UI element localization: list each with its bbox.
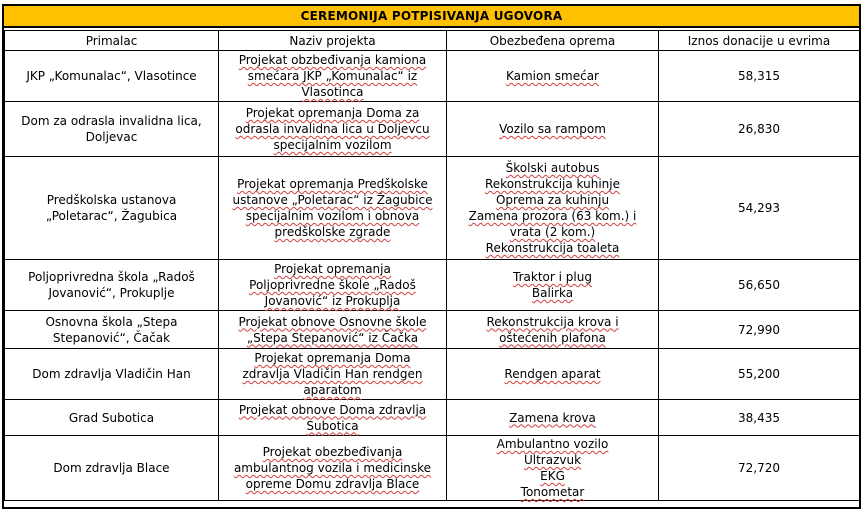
cell-obezbedjena-oprema <box>447 349 659 400</box>
cell-obezbedjena-oprema <box>447 51 659 102</box>
cell-naziv-projekta-line: Poljoprivredne škole „Radoš <box>249 278 416 292</box>
cell-obezbedjena-oprema <box>447 311 659 349</box>
table-row <box>5 311 860 349</box>
cell-primalac-line: Dom zdravlja Vladičin Han <box>32 367 191 381</box>
cell-primalac-line: Grad Subotica <box>68 410 155 425</box>
cell-naziv-projekta-line: Projekat obzbeđivanja kamiona <box>238 53 427 67</box>
cell-primalac-line: Poljoprivredna škola „Radoš <box>28 270 195 284</box>
cell-naziv-projekta-line: Projekat obezbeđivanja <box>262 445 403 459</box>
cell-primalac <box>5 311 219 349</box>
cell-naziv-projekta-line: Projekat opremanja Predškolske <box>237 177 428 191</box>
cell-naziv-projekta-line: Jovanović“ iz Prokuplja <box>264 294 401 308</box>
cell-iznos-donacije: 55,200 <box>659 349 860 400</box>
table-row <box>5 349 860 400</box>
cell-primalac-line: Dom zdravlja Blace <box>53 461 170 475</box>
header-iznos-donacije: Iznos donacije u evrima <box>659 31 860 51</box>
header-obezbedjena-oprema: Obezbeđena oprema <box>447 31 659 51</box>
cell-iznos-donacije: 72,720 <box>659 436 860 501</box>
cell-primalac-line: Doljevac <box>85 130 138 144</box>
cell-iznos-donacije: 56,650 <box>659 260 860 311</box>
cell-naziv-projekta-line: smećara JKP „Komunalac“ iz <box>247 69 418 83</box>
cell-iznos-donacije: 54,293 <box>659 157 860 260</box>
table-row <box>5 400 860 436</box>
cell-obezbedjena-oprema <box>447 157 659 260</box>
cell-obezbedjena-oprema-line: Kamion smećar <box>505 69 599 83</box>
cell-obezbedjena-oprema-line: Vozilo sa rampom <box>499 122 606 136</box>
cell-obezbedjena-oprema-line: Rekonstrukcija toaleta <box>485 241 620 255</box>
donation-table <box>4 30 860 501</box>
table-row <box>5 157 860 260</box>
cell-obezbedjena-oprema-line: vrata (2 kom.) <box>509 225 596 239</box>
cell-primalac <box>5 51 219 102</box>
cell-obezbedjena-oprema-line: Zamena prozora (63 kom.) i <box>468 209 637 223</box>
cell-naziv-projekta-line: opreme Domu zdravlja Blace <box>245 477 420 491</box>
cell-obezbedjena-oprema <box>447 400 659 436</box>
table-row <box>5 51 860 102</box>
cell-naziv-projekta-line: ambulantnog vozila i medicinske <box>233 461 432 475</box>
cell-naziv-projekta <box>219 260 447 311</box>
cell-primalac <box>5 102 219 157</box>
cell-naziv-projekta <box>219 51 447 102</box>
cell-obezbedjena-oprema-line: oštećenih plafona <box>499 330 606 345</box>
cell-obezbedjena-oprema-line: Zamena krova <box>509 410 596 425</box>
cell-naziv-projekta-line: zdravlja Vladičin Han rendgen <box>242 367 423 381</box>
cell-primalac-line: Jovanović“, Prokuplje <box>48 286 175 300</box>
document-frame <box>2 4 861 509</box>
cell-naziv-projekta-line: Projekat obnove Osnovne škole <box>238 314 427 329</box>
cell-obezbedjena-oprema-line: Ultrazvuk <box>523 453 582 467</box>
cell-primalac <box>5 349 219 400</box>
cell-naziv-projekta-line: odrasla invalidna lica u Doljevcu <box>235 122 430 136</box>
cell-iznos-donacije: 26,830 <box>659 102 860 157</box>
cell-iznos-donacije: 58,315 <box>659 51 860 102</box>
cell-obezbedjena-oprema-line: Ambulantno vozilo <box>496 437 609 451</box>
cell-naziv-projekta-line: Subotica <box>306 418 359 433</box>
cell-primalac <box>5 436 219 501</box>
cell-obezbedjena-oprema <box>447 436 659 501</box>
cell-obezbedjena-oprema <box>447 102 659 157</box>
cell-naziv-projekta-line: Projekat opremanja Doma za <box>245 106 420 120</box>
cell-primalac-line: Predškolska ustanova <box>46 193 177 207</box>
cell-naziv-projekta-line: „Stepa Stepanović“ iz Čačka <box>246 330 419 345</box>
cell-obezbedjena-oprema-line: EKG <box>540 469 565 483</box>
cell-obezbedjena-oprema-line: Balirka <box>531 286 574 300</box>
cell-primalac-line: Osnovna škola „Stepa <box>45 314 178 329</box>
cell-naziv-projekta-line: Vlasotinca <box>301 85 364 99</box>
cell-naziv-projekta-line: Projekat obnove Doma zdravlja <box>238 402 427 417</box>
header-primalac: Primalac <box>5 31 219 51</box>
table-header-row <box>5 31 860 51</box>
cell-iznos-donacije: 38,435 <box>659 400 860 436</box>
cell-primalac <box>5 400 219 436</box>
document-title: CEREMONIJA POTPISIVANJA UGOVORA <box>4 6 859 28</box>
cell-obezbedjena-oprema-line: Traktor i plug <box>513 270 592 284</box>
cell-naziv-projekta <box>219 349 447 400</box>
cell-primalac-line: Dom za odrasla invalidna lica, <box>21 114 202 128</box>
cell-obezbedjena-oprema-line: Tonometar <box>520 485 585 499</box>
cell-obezbedjena-oprema-line: Rekonstrukcija krova i <box>486 314 619 329</box>
cell-naziv-projekta-line: Projekat opremanja <box>274 262 391 276</box>
header-naziv-projekta: Naziv projekta <box>219 31 447 51</box>
cell-naziv-projekta <box>219 436 447 501</box>
table-row <box>5 260 860 311</box>
cell-naziv-projekta-line: specijalnim vozilom <box>273 138 392 152</box>
cell-naziv-projekta <box>219 102 447 157</box>
cell-obezbedjena-oprema-line: Rendgen aparat <box>504 367 601 381</box>
cell-primalac-line: JKP „Komunalac“, Vlasotince <box>26 69 197 83</box>
cell-naziv-projekta-line: aparatom <box>303 383 362 397</box>
cell-naziv-projekta <box>219 400 447 436</box>
cell-obezbedjena-oprema <box>447 260 659 311</box>
cell-obezbedjena-oprema-line: Oprema za kuhinju <box>495 193 610 207</box>
cell-primalac-line: Stepanović“, Čačak <box>52 330 171 345</box>
cell-primalac <box>5 157 219 260</box>
cell-naziv-projekta-line: specijalnim vozilom i obnova <box>245 209 420 223</box>
table-row <box>5 436 860 501</box>
cell-naziv-projekta-line: Projekat opremanja Doma <box>254 351 411 365</box>
cell-obezbedjena-oprema-line: Školski autobus <box>505 161 600 175</box>
table-row <box>5 102 860 157</box>
cell-iznos-donacije: 72,990 <box>659 311 860 349</box>
cell-primalac <box>5 260 219 311</box>
cell-naziv-projekta-line: predškolske zgrade <box>274 225 391 239</box>
cell-primalac-line: „Poletarac“, Žagubica <box>45 209 178 223</box>
cell-naziv-projekta-line: ustanove „Poletarac“ iz Žagubice <box>232 193 433 207</box>
cell-obezbedjena-oprema-line: Rekonstrukcija kuhinje <box>485 177 620 191</box>
cell-naziv-projekta <box>219 157 447 260</box>
cell-naziv-projekta <box>219 311 447 349</box>
